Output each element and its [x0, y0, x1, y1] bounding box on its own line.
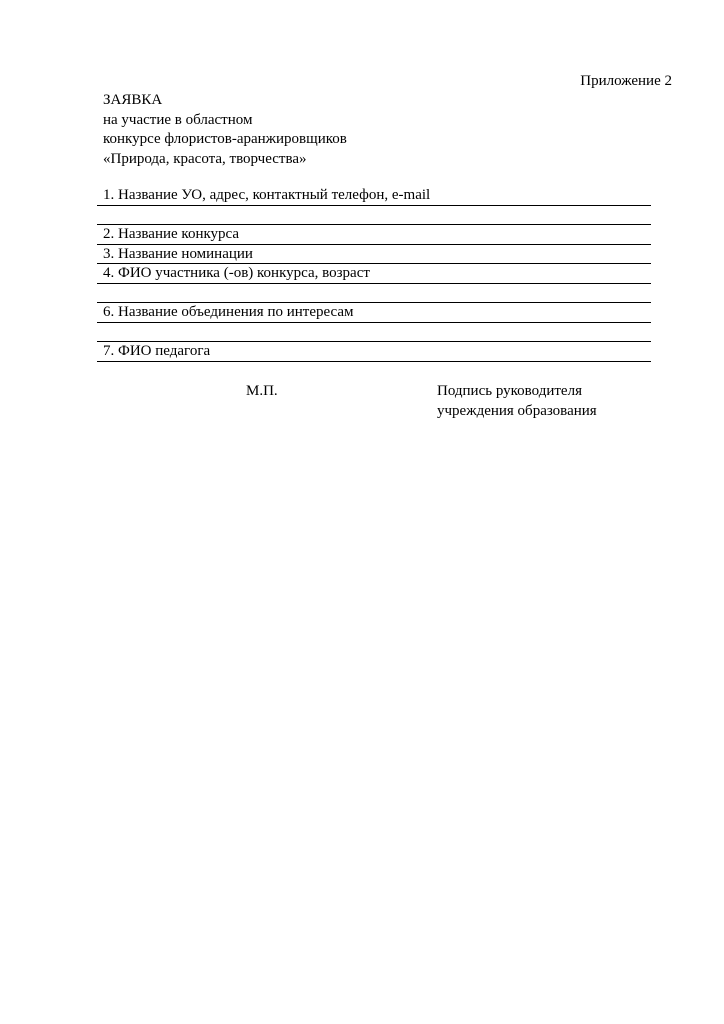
field-teacher-name: 7. ФИО педагога: [97, 342, 651, 362]
field-nomination-name: 3. Название номинации: [97, 245, 651, 265]
field-institution-info: 1. Название УО, адрес, контактный телефон, e-mail: [97, 186, 651, 206]
application-form: [97, 186, 651, 362]
signature-line-1: Подпись руководителя: [437, 383, 582, 399]
field-participant-name-age: 4. ФИО участника (-ов) конкурса, возраст: [97, 264, 651, 284]
signature-block: [437, 382, 597, 421]
signature-line-2: учреждения образования: [437, 402, 597, 419]
document-heading: [103, 91, 347, 169]
heading-line-4: «Природа, красота, творчества»: [103, 150, 307, 167]
heading-title: ЗАЯВКА: [103, 92, 163, 108]
field-association-blank-line: [97, 323, 651, 343]
stamp-placeholder-label: М.П.: [246, 383, 278, 399]
field-contest-name: 2. Название конкурса: [97, 225, 651, 245]
heading-line-2: на участие в областном: [103, 111, 253, 128]
field-participant-blank-line: [97, 284, 651, 304]
field-institution-info-blank-line: [97, 206, 651, 226]
heading-line-3: конкурсе флористов-аранжировщиков: [103, 131, 347, 147]
field-association-name: 6. Название объединения по интересам: [97, 303, 651, 323]
appendix-label: Приложение 2: [580, 73, 672, 89]
